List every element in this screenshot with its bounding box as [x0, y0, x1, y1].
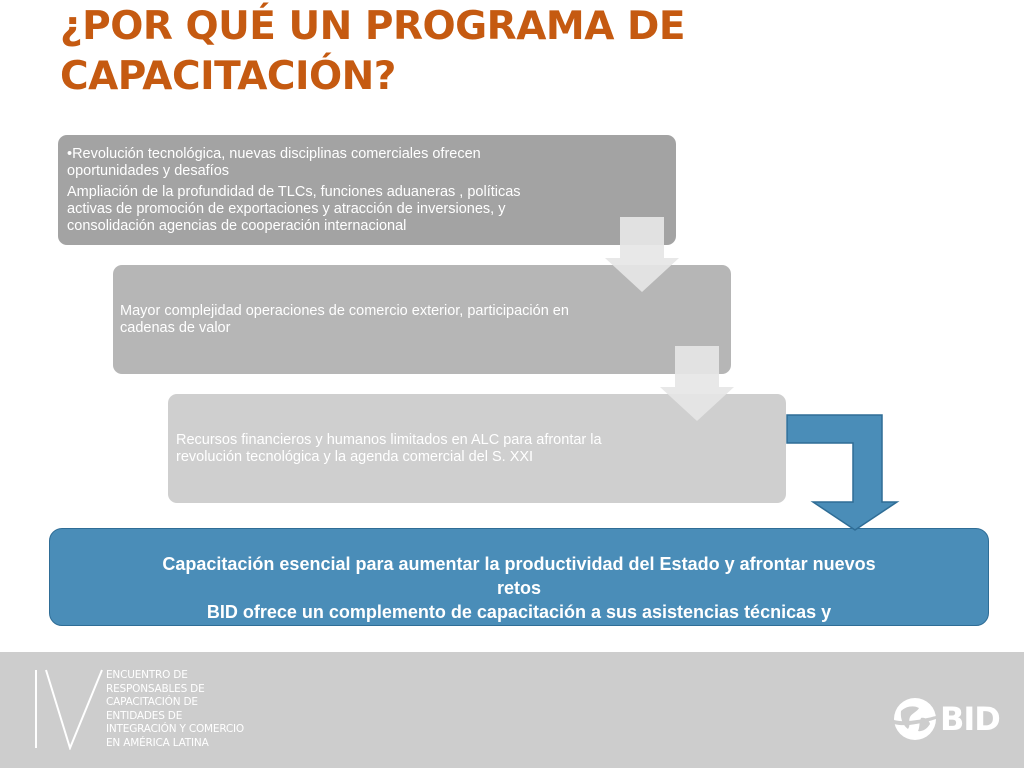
down-arrow-icon	[603, 217, 681, 293]
event-name-line: ENTIDADES DE	[106, 709, 183, 722]
step-2-text: Mayor complejidad operaciones de comercio exterior, participación en cadenas de valor	[120, 303, 569, 336]
slide-title	[60, 2, 960, 102]
bid-logo-text: BID	[940, 700, 1000, 738]
roman-numeral-iv-mark	[30, 668, 106, 750]
bid-globe-icon	[892, 696, 938, 742]
event-name-line: EN AMÉRICA LATINA	[106, 736, 209, 749]
conclusion-line-2: BID ofrece un complemento de capacitación a sus asistencias técnicas y	[206, 602, 832, 622]
event-name-line: CAPACITACIÓN DE	[106, 696, 198, 708]
bid-logo	[892, 696, 1000, 742]
bent-arrow-icon	[786, 414, 900, 532]
slide-title-line-1: ¿POR QUÉ UN PROGRAMA DE	[60, 4, 685, 49]
step-1-detail-text: Ampliación de la profundidad de TLCs, funciones aduaneras , políticas activas de promoción de exportaciones y atracción de inversiones, y consolidación agencias de cooperación internacional	[67, 184, 521, 234]
conclusion-box	[49, 528, 989, 626]
conclusion-line-1: Capacitación esencial para aumentar la productividad del Estado y afrontar nuevos retos	[162, 554, 876, 598]
down-arrow-icon	[658, 346, 736, 422]
step-3-text: Recursos financieros y humanos limitados en ALC para afrontar la revolución tecnológica y la agenda comercial del S. XXI	[176, 432, 602, 465]
event-name-line: RESPONSABLES DE	[106, 682, 205, 695]
event-name-line: INTEGRACIÓN Y COMERCIO	[106, 723, 244, 735]
process-step-1	[58, 135, 676, 245]
event-name	[106, 669, 326, 750]
step-1-bullet-text: •Revolución tecnológica, nuevas disciplinas comerciales ofrecen oportunidades y desafíos	[67, 146, 481, 179]
footer-band	[0, 652, 1024, 768]
slide-title-line-2: CAPACITACIÓN?	[60, 54, 396, 99]
event-name-line: ENCUENTRO DE	[106, 669, 188, 681]
